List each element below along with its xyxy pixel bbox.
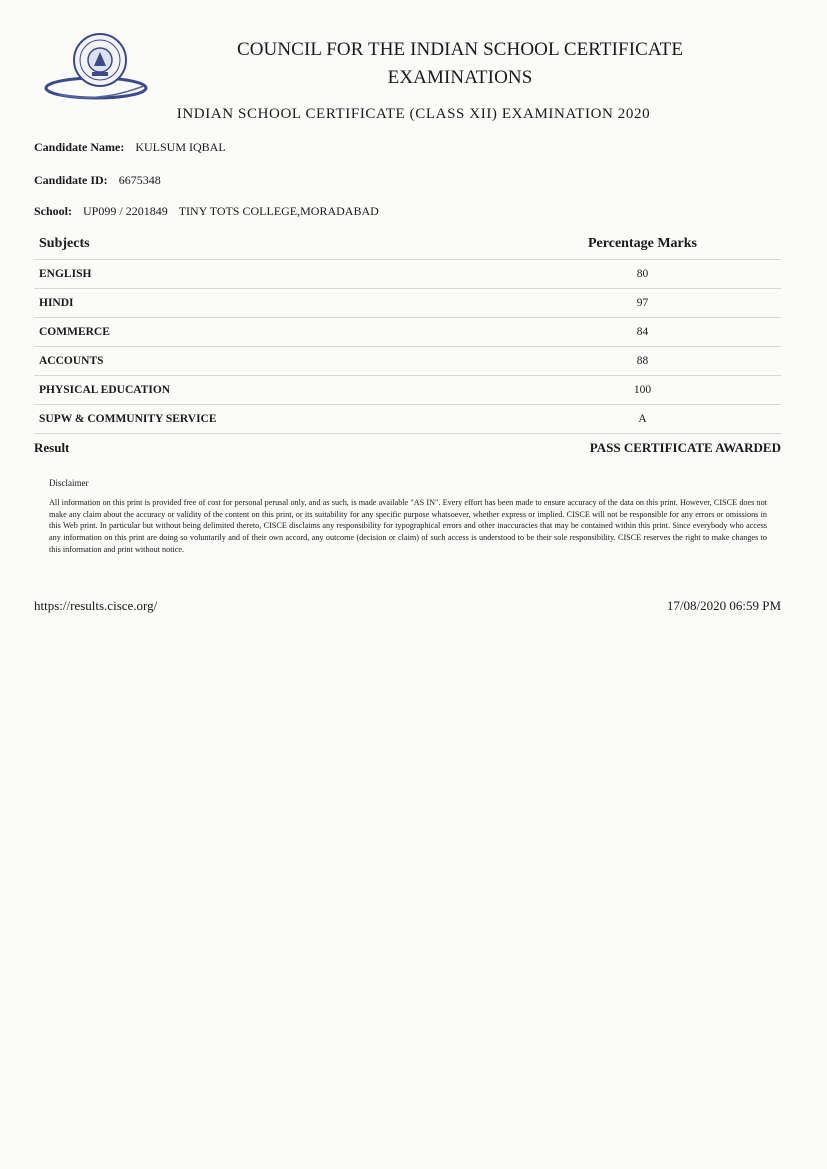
school-label: School: — [34, 204, 73, 218]
exam-title: INDIAN SCHOOL CERTIFICATE (CLASS XII) EXAMINATION 2020 — [176, 106, 651, 122]
cisce-emblem-logo — [44, 30, 152, 102]
subject-cell: ACCOUNTS — [34, 347, 504, 376]
table-row — [34, 405, 781, 434]
table-header-row — [34, 229, 781, 260]
subject-cell: PHYSICAL EDUCATION — [34, 376, 504, 405]
council-title-line2: EXAMINATIONS — [387, 67, 533, 88]
marks-cell: 84 — [504, 318, 781, 347]
subject-cell: ENGLISH — [34, 260, 504, 289]
marks-cell: 100 — [504, 376, 781, 405]
result-row — [34, 440, 781, 458]
school-name: TINY TOTS COLLEGE,MORADABAD — [178, 204, 379, 218]
subject-cell: COMMERCE — [34, 318, 504, 347]
table-row — [34, 318, 781, 347]
footer-datetime: 17/08/2020 06:59 PM — [666, 598, 781, 613]
marks-cell: 80 — [504, 260, 781, 289]
table-row — [34, 289, 781, 318]
result-value: PASS CERTIFICATE AWARDED — [589, 440, 781, 455]
percentage-marks-header: Percentage Marks — [504, 229, 781, 260]
marks-cell: 97 — [504, 289, 781, 318]
marks-table — [34, 229, 781, 434]
marks-cell: 88 — [504, 347, 781, 376]
candidate-id-value: 6675348 — [118, 173, 161, 187]
result-label: Result — [34, 440, 70, 455]
footer-url: https://results.cisce.org/ — [34, 598, 158, 613]
council-title-line1: COUNCIL FOR THE INDIAN SCHOOL CERTIFICATE — [236, 39, 684, 60]
subject-cell: HINDI — [34, 289, 504, 318]
table-row — [34, 260, 781, 289]
table-row — [34, 376, 781, 405]
school-code: UP099 / 2201849 — [83, 204, 168, 218]
subjects-header: Subjects — [34, 229, 504, 260]
council-title — [200, 36, 720, 92]
candidate-name-value: KULSUM IQBAL — [135, 140, 226, 154]
school-row — [34, 204, 379, 219]
candidate-name-label: Candidate Name: — [34, 140, 125, 154]
disclaimer-text: All information on this print is provided free of cost for personal perusal only, and as such, is made available "AS IN". Every effort has been made to ensure accuracy of the data on this print. However, CISCE does not make any claim about the accuracy or validity of the content on this print, or its suitability for any specific purpose whatsoever, whether express or implied. CISCE will not be responsible for any errors or omissions in this Web print. In particular but without being delimited thereto, CISCE disclaims any responsibility for typographical errors and other inaccuracies that may be contained within this print. Since everybody who access any information on this print are doing so voluntarily and of their own accord, any outcome (decision or claim) of such access is understood to be their sole responsibility. CISCE reserves the right to make changes to this information and print without notice. — [49, 498, 767, 554]
candidate-id-label: Candidate ID: — [34, 173, 108, 187]
disclaimer-title: Disclaimer — [49, 478, 89, 488]
marks-cell: A — [504, 405, 781, 434]
candidate-id-row — [34, 173, 161, 188]
candidate-name-row — [34, 140, 226, 155]
table-row — [34, 347, 781, 376]
subject-cell: SUPW & COMMUNITY SERVICE — [34, 405, 504, 434]
